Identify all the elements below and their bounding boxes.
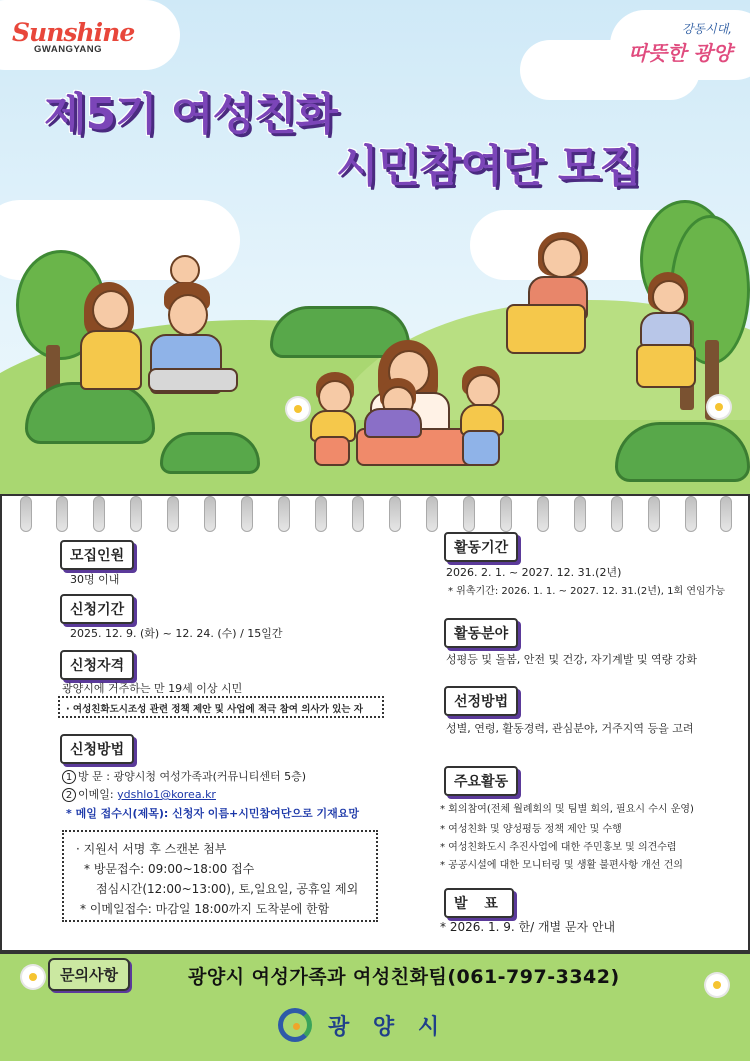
bush-shape xyxy=(615,422,750,482)
activity-field-label: 활동분야 xyxy=(444,618,518,648)
person-body xyxy=(80,330,142,390)
submission-line-1: · 지원서 서명 후 스캔본 첨부 xyxy=(76,842,227,856)
email-link[interactable]: ydshlo1@korea.kr xyxy=(117,788,216,801)
person-head xyxy=(92,290,130,330)
page-title-line-2: 시민참여단 모집 xyxy=(336,141,641,192)
sunshine-gwangyang-logo xyxy=(12,18,134,55)
book-icon xyxy=(364,408,422,438)
flower-icon xyxy=(706,974,728,996)
appointment-period-note: * 위촉기간: 2026. 1. 1. ~ 2027. 12. 31.(2년), 1회 연임가능 xyxy=(448,586,725,597)
gwangyang-city-logo xyxy=(278,1008,447,1042)
person-head xyxy=(652,280,686,314)
number-circle: 1 xyxy=(62,770,76,784)
bush-shape xyxy=(25,382,155,444)
main-activity-item: * 회의참여(전체 월례회의 및 팀별 회의, 필요시 수시 운영) xyxy=(440,804,694,815)
person-head xyxy=(466,374,500,408)
inquiry-label: 문의사항 xyxy=(48,958,130,991)
person-legs xyxy=(148,368,238,392)
main-activities-label: 주요활동 xyxy=(444,766,518,796)
apply-method-label: 신청방법 xyxy=(60,734,134,764)
city-emblem-icon xyxy=(278,1008,312,1042)
email-subject-note: * 메일 접수시(제목): 신청자 이름+시민참여단으로 기재요망 xyxy=(66,807,359,820)
main-activity-item: * 여성친화 및 양성평등 정책 제안 및 수행 xyxy=(440,824,622,835)
main-activity-item: * 여성친화도시 추진사업에 대한 주민홍보 및 의견수렴 xyxy=(440,842,677,853)
email-prefix: 이메일: xyxy=(78,788,118,801)
city-slogan-logo xyxy=(628,20,732,66)
flower-icon xyxy=(708,396,730,418)
page-title-line-1: 제5기 여성친화 xyxy=(44,89,337,140)
activity-period-label: 활동기간 xyxy=(444,532,518,562)
activity-period-value: 2026. 2. 1. ~ 2027. 12. 31.(2년) xyxy=(446,566,622,579)
submission-line-3: 점심시간(12:00~13:00), 토,일요일, 공휴일 제외 xyxy=(96,882,359,896)
recruit-count-label: 모집인원 xyxy=(60,540,134,570)
person-legs xyxy=(462,430,500,466)
slogan-line-1: 강동시대, xyxy=(681,22,732,36)
person-legs xyxy=(636,344,696,388)
person-head xyxy=(542,238,582,278)
slogan-line-2: 따뜻한 광양 xyxy=(628,41,732,65)
person-head xyxy=(168,294,208,336)
selection-method-value: 성별, 연령, 활동경력, 관심분야, 거주지역 등을 고려 xyxy=(446,722,694,735)
qualification-note: · 여성친화도시조성 관련 정책 제안 및 사업에 적극 참여 의사가 있는 자 xyxy=(66,704,363,715)
number-circle: 2 xyxy=(62,788,76,802)
person-legs xyxy=(314,436,350,466)
activity-field-value: 성평등 및 돌봄, 안전 및 건강, 자기계발 및 역량 강화 xyxy=(446,653,697,666)
apply-period-label: 신청기간 xyxy=(60,594,134,624)
submission-line-4: * 이메일접수: 마감일 18:00까지 도착분에 한함 xyxy=(80,902,330,916)
person-body xyxy=(640,312,692,348)
brand-logo-word: Sunshine xyxy=(12,18,135,47)
flower-icon xyxy=(22,966,44,988)
visit-method-text: 방 문 : 광양시청 여성가족과(커뮤니티센터 5층) xyxy=(78,770,307,783)
submission-line-2: * 방문접수: 09:00~18:00 접수 xyxy=(84,862,255,876)
bush-shape xyxy=(160,432,260,474)
city-name: 광 양 시 xyxy=(328,1014,448,1040)
visit-method xyxy=(62,768,306,784)
qualification-label: 신청자격 xyxy=(60,650,134,680)
qualification-note-box xyxy=(58,696,384,718)
inquiry-contact: 광양시 여성가족과 여성친화팀(061-797-3342) xyxy=(188,966,620,988)
selection-method-label: 선정방법 xyxy=(444,686,518,716)
announcement-label: 발 표 xyxy=(444,888,514,918)
flower-icon xyxy=(287,398,309,420)
hero-illustration xyxy=(0,0,750,495)
submission-box xyxy=(62,830,378,922)
apply-period-value: 2025. 12. 9. (화) ~ 12. 24. (수) / 15일간 xyxy=(70,627,283,640)
person-legs xyxy=(506,304,586,354)
email-method xyxy=(62,786,216,802)
main-activity-item: * 공공시설에 대한 모니터링 및 생활 불편사항 개선 건의 xyxy=(440,860,683,871)
person-head xyxy=(318,380,352,414)
qualification-value: 광양시에 거주하는 만 19세 이상 시민 xyxy=(62,682,243,695)
recruit-count-value: 30명 이내 xyxy=(70,573,120,586)
person-head xyxy=(170,255,200,285)
announcement-value: * 2026. 1. 9. 한/ 개별 문자 안내 xyxy=(440,920,616,934)
brand-logo-sub: GWANGYANG xyxy=(34,44,103,55)
